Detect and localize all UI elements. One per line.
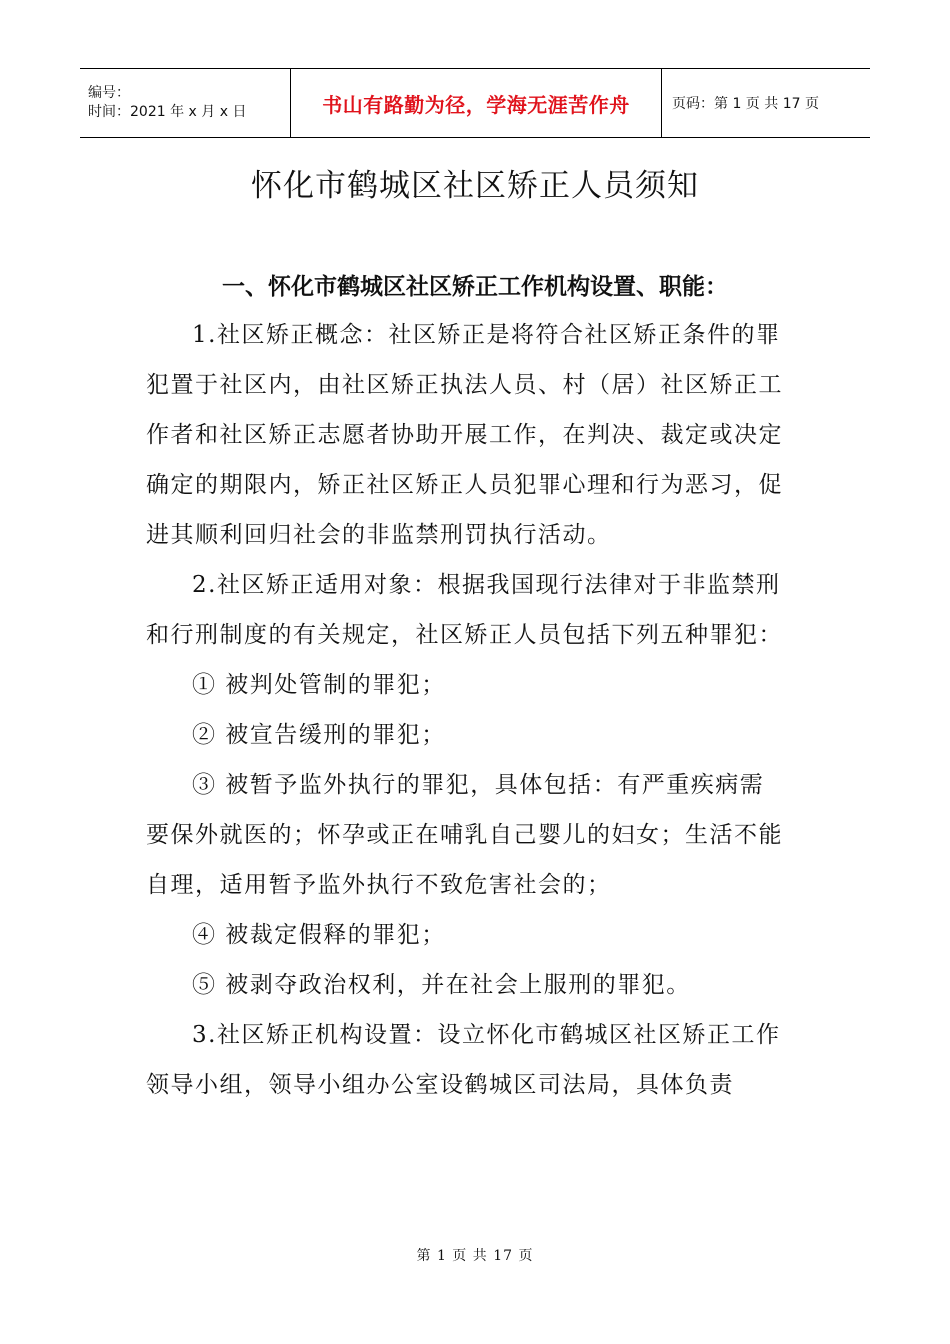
section-heading: 一、怀化市鹤城区社区矫正工作机构设置、职能：: [222, 274, 728, 300]
paragraph: 2.社区矫正适用对象：根据我国现行法律对于非监禁刑和行刑制度的有关规定，社区矫正人员包括下列五种罪犯：: [146, 572, 783, 648]
page-code: 页码：第 1 页 共 17 页: [672, 96, 819, 112]
page-footer: 第 1 页 共 17 页: [416, 1248, 534, 1264]
time-label: 时间：2021 年 x 月 x 日: [88, 104, 247, 120]
list-item: ⑤ 被剥夺政治权利，并在社会上服刑的罪犯。: [192, 972, 691, 998]
header-motto-cell: [290, 69, 662, 137]
list-item: ④ 被裁定假释的罪犯；: [192, 922, 446, 948]
list-item: ② 被宣告缓刑的罪犯；: [192, 722, 446, 748]
list-item: ① 被判处管制的罪犯；: [192, 672, 446, 698]
paragraph: 1.社区矫正概念：社区矫正是将符合社区矫正条件的罪犯置于社区内，由社区矫正执法人员、村（居）社区矫正工作者和社区矫正志愿者协助开展工作，在判决、裁定或决定确定的期限内，矫正社区矫正人员犯罪心理和行为恶习，促进其顺利回归社会的非监禁刑罚执行活动。: [146, 322, 783, 548]
paragraph: 3.社区矫正机构设置：设立怀化市鹤城区社区矫正工作领导小组，领导小组办公室设鹤城区司法局，具体负责: [146, 1022, 781, 1098]
number-label: 编号：: [88, 85, 130, 101]
body-text: [146, 310, 786, 1110]
header-page-cell: [662, 69, 870, 137]
header-meta: [80, 69, 290, 137]
document-header: [80, 68, 870, 138]
motto: 书山有路勤为径，学海无涯苦作舟: [322, 92, 630, 117]
document-title: 怀化市鹤城区社区矫正人员须知: [251, 168, 699, 204]
list-item: ③ 被暂予监外执行的罪犯，具体包括：有严重疾病需要保外就医的；怀孕或正在哺乳自己婴儿的妇女；生活不能自理，适用暂予监外执行不致危害社会的；: [146, 772, 783, 898]
